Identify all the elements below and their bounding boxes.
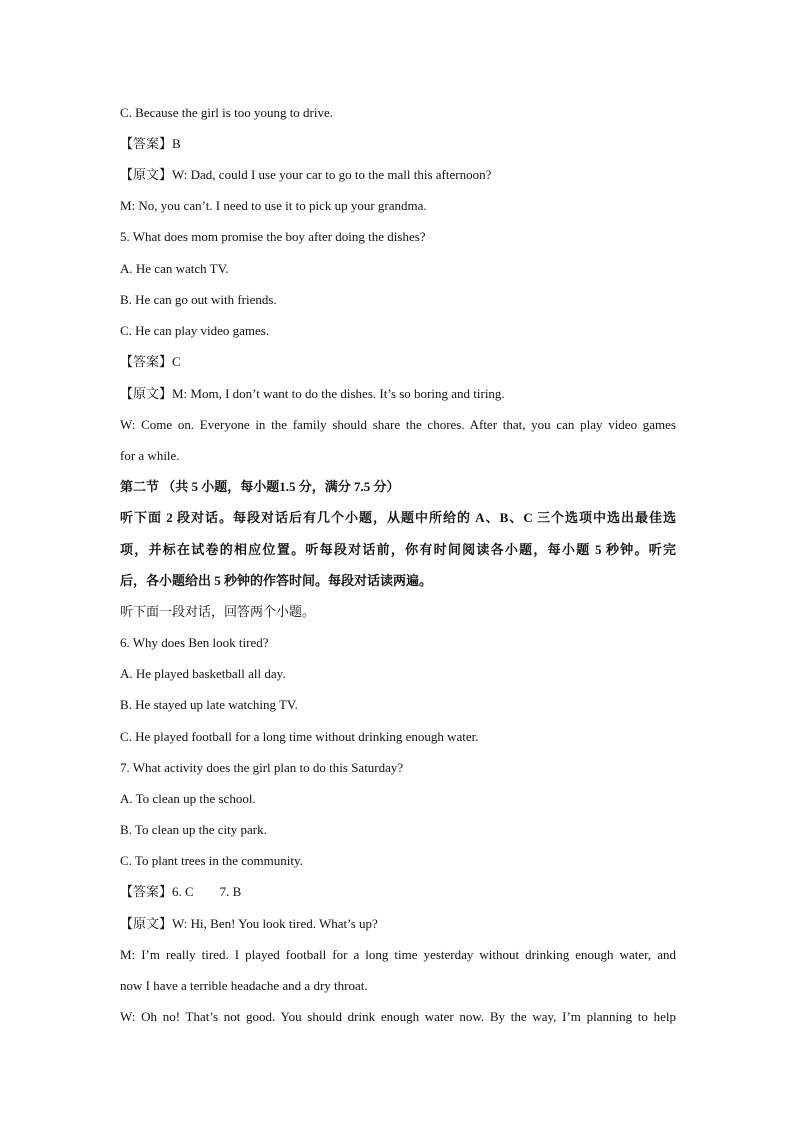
option-line: C. He played football for a long time without drinking enough water. xyxy=(120,729,479,744)
instructions-line: 项，并标在试卷的相应位置。听每段对话前，你有时间阅读各小题，每小题 5 秒钟。听完 xyxy=(120,542,676,557)
transcript-line: W: Come on. Everyone in the family should share the chores. After that, you can play video games xyxy=(120,417,676,432)
option-line: B. He can go out with friends. xyxy=(120,292,277,307)
option-line: B. To clean up the city park. xyxy=(120,822,267,837)
transcript-line: W: Oh no! That’s not good. You should drink enough water now. By the way, I’m planning to help xyxy=(120,1009,676,1024)
transcript-line: 【原文】M: Mom, I don’t want to do the dishes. It’s so boring and tiring. xyxy=(120,386,505,401)
transcript-line: M: No, you can’t. I need to use it to pick up your grandma. xyxy=(120,198,427,213)
question-line: 5. What does mom promise the boy after doing the dishes? xyxy=(120,229,426,244)
transcript-line: for a while. xyxy=(120,448,180,463)
dialogue-intro: 听下面一段对话，回答两个小题。 xyxy=(120,604,316,619)
instructions-line: 听下面 2 段对话。每段对话后有几个小题，从题中所给的 A、B、C 三个选项中选出最佳选 xyxy=(120,510,676,525)
option-line: C. Because the girl is too young to drive. xyxy=(120,105,334,120)
transcript-line: M: I’m really tired. I played football for a long time yesterday without drinking enough water, and xyxy=(120,947,676,962)
transcript-line: 【原文】W: Dad, could I use your car to go to the mall this afternoon? xyxy=(120,167,492,182)
option-line: C. To plant trees in the community. xyxy=(120,853,303,868)
question-line: 6. Why does Ben look tired? xyxy=(120,635,269,650)
option-line: A. He played basketball all day. xyxy=(120,666,286,681)
answer-line: 【答案】C xyxy=(120,354,181,369)
answer-line: 【答案】B xyxy=(120,136,181,151)
option-line: A. To clean up the school. xyxy=(120,791,256,806)
option-line: B. He stayed up late watching TV. xyxy=(120,697,298,712)
transcript-line: 【原文】W: Hi, Ben! You look tired. What’s up? xyxy=(120,916,378,931)
instructions-line: 后，各小题给出 5 秒钟的作答时间。每段对话读两遍。 xyxy=(120,573,433,588)
answer-line: 【答案】6. C 7. B xyxy=(120,884,242,899)
transcript-line: now I have a terrible headache and a dry throat. xyxy=(120,978,368,993)
option-line: C. He can play video games. xyxy=(120,323,270,338)
section-heading: 第二节 （共 5 小题，每小题1.5 分，满分 7.5 分） xyxy=(120,479,400,494)
option-line: A. He can watch TV. xyxy=(120,261,229,276)
question-line: 7. What activity does the girl plan to do this Saturday? xyxy=(120,760,404,775)
